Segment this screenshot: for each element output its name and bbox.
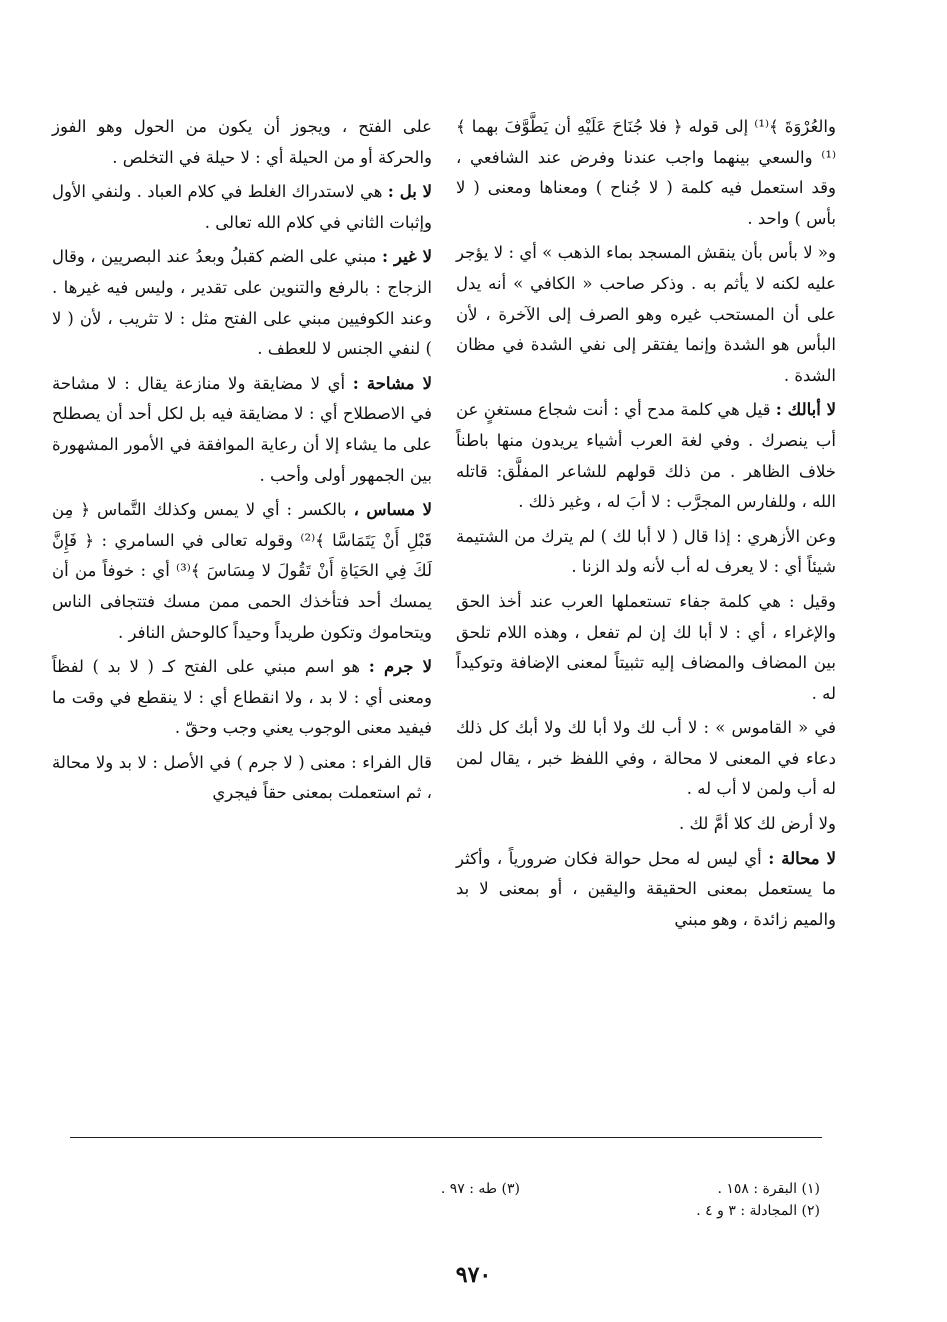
right-column [456, 112, 836, 939]
left-column [52, 112, 432, 813]
entry-text: أي لا مضايقة ولا منازعة يقال : لا مشاحة في الاصطلاح أي : لا مضايقة فيه بل لكل أحد أن يصطلح على ما يشاء إلا أن رعاية الموافقة في الأمور المشهورة بين الجمهور أولى وأحب . [52, 373, 432, 485]
entry-text: هو اسم مبني على الفتح كـ ( لا بد ) لفظاً ومعنى أي : لا بد ، ولا انقطاع أي : لا ينقطع في وقت ما فيفيد معنى الوجوب يعني وجب وحقّ . [52, 657, 432, 738]
entry-text: والعُرْوَةَ ﴾⁽¹⁾ إلى قوله ﴿ فلا جُنَاحَ عَلَيْهِ أن يَطَّوَّفَ بهما ﴾⁽¹⁾ والسعي بينهما واجب عندنا وفرض عند الشافعي ، وقد استعمل فيه كلمة ( لا جُناح ) ومعناها ومعنى ( لا بأس ) واحد . [456, 117, 836, 228]
footnotes-left [320, 1178, 520, 1200]
entry-term: لا محالة : [768, 848, 836, 868]
paragraph [52, 369, 432, 491]
entry-text: أي ليس له محل حوالة فكان ضرورياً ، وأكثر ما يستعمل بمعنى الحقيقة واليقين ، أو بمعنى لا بد والميم زائدة ، وهو مبني [456, 848, 836, 929]
paragraph [456, 713, 836, 805]
footnote: (٢) المجادلة : ٣ و ٤ . [696, 1203, 820, 1219]
entry-term: لا بل : [387, 182, 433, 202]
entry-text: بالكسر : أي لا يمس وكذلك التَّماس ﴿ مِن قَبْلِ أَنْ يَتَمَاسَّا ﴾⁽²⁾ وقوله تعالى في السامري : ﴿ فَإِنَّ لَكَ فِي الحَيَاةِ أَنْ تَقُولَ لا مِسَاسَ ﴾⁽³⁾ أي : خوفاً من أن يمسك أحد فتأخذك الحمى ممن مسك فتتجافى الناس ويتحاموك وتكون طريداً وحيداً كالوحش النافر . [52, 500, 432, 642]
entry-text: هي لاستدراك الغلط في كلام العباد . ولنفي الأول وإثبات الثاني في كلام الله تعالى . [52, 182, 432, 232]
page-number: ٩٧٠ [455, 1262, 492, 1288]
entry-text: ولا أرض لك كلا أمَّ لك . [679, 814, 836, 834]
entry-text: و« لا بأس بأن ينقش المسجد بماء الذهب » أي : لا يؤجر عليه لكنه لا يأثم به . وذكر صاحب « الكافي » أنه يدل على أن المستحب غيره وهو الصرف إلى الآخرة ، لأن البأس هو الشدة وإنما يفتقر إلى نفي الشدة في مظان الشدة . [456, 243, 836, 385]
paragraph [52, 177, 432, 238]
paragraph [456, 587, 836, 709]
paragraph [456, 395, 836, 517]
entry-text: وقيل : هي كلمة جفاء تستعملها العرب عند أخذ الحق والإغراء ، أي : لا أبا لك إن لم تفعل ، وهذه اللام تلحق بين المضاف والمضاف إليه تثبيتاً لمعنى الإضافة وتوكيداً له . [456, 591, 836, 703]
paragraph [456, 112, 836, 234]
entry-text: قيل هي كلمة مدح أي : أنت شجاع مستغنٍ عن أب ينصرك . وفي لغة العرب أشياء يريدون منها باطناً خلاف الظاهر . من ذلك قولهم للشاعر المفلَّق: قاتله الله ، وللفارس المجرَّب : لا أبَ له ، وغير ذلك . [456, 400, 836, 512]
paragraph [52, 748, 432, 809]
entry-term: لا أبالك : [775, 400, 836, 420]
paragraph [52, 652, 432, 744]
footnote: (٣) طه : ٩٧ . [440, 1181, 520, 1197]
entry-term: لا مشاحة : [352, 373, 433, 393]
entry-term: لا مساس ، [353, 500, 432, 520]
footnote: (١) البقرة : ١٥٨ . [717, 1181, 820, 1197]
paragraph [52, 242, 432, 364]
paragraph [456, 809, 836, 840]
footnote-divider [70, 1137, 822, 1138]
paragraph [52, 112, 432, 173]
footnotes-right [600, 1178, 820, 1222]
entry-text: على الفتح ، ويجوز أن يكون من الحول وهو الفوز والحركة أو من الحيلة أي : لا حيلة في التخلص . [52, 117, 432, 167]
entry-term: لا غير : [381, 247, 432, 267]
entry-text: وعن الأزهري : إذا قال ( لا أبا لك ) لم يترك من الشتيمة شيئاً أي : لا يعرف له أب لأنه ولد الزنا . [456, 526, 836, 577]
paragraph [456, 522, 836, 583]
paragraph [456, 238, 836, 391]
entry-text: في « القاموس » : لا أب لك ولا أبا لك ولا أبك كل ذلك دعاء في المعنى لا محالة ، وفي اللفظ خبر ، يقال لمن له أب ولمن لا أب له . [456, 718, 836, 799]
entry-term: لا جرم : [368, 657, 432, 677]
entry-text: قال الفراء : معنى ( لا جرم ) في الأصل : لا بد ولا محالة ، ثم استعملت بمعنى حقاً فيجري [52, 752, 432, 803]
paragraph [456, 844, 836, 936]
entry-text: مبني على الضم كقبلُ وبعدُ عند البصريين ، وقال الزجاج : بالرفع والتنوين على تقدير ، وليس فيه غيرها . وعند الكوفيين مبني على الفتح مثل : لا تثريب ، لأن ( لا ) لنفي الجنس لا للعطف . [52, 247, 432, 359]
paragraph [52, 495, 432, 648]
